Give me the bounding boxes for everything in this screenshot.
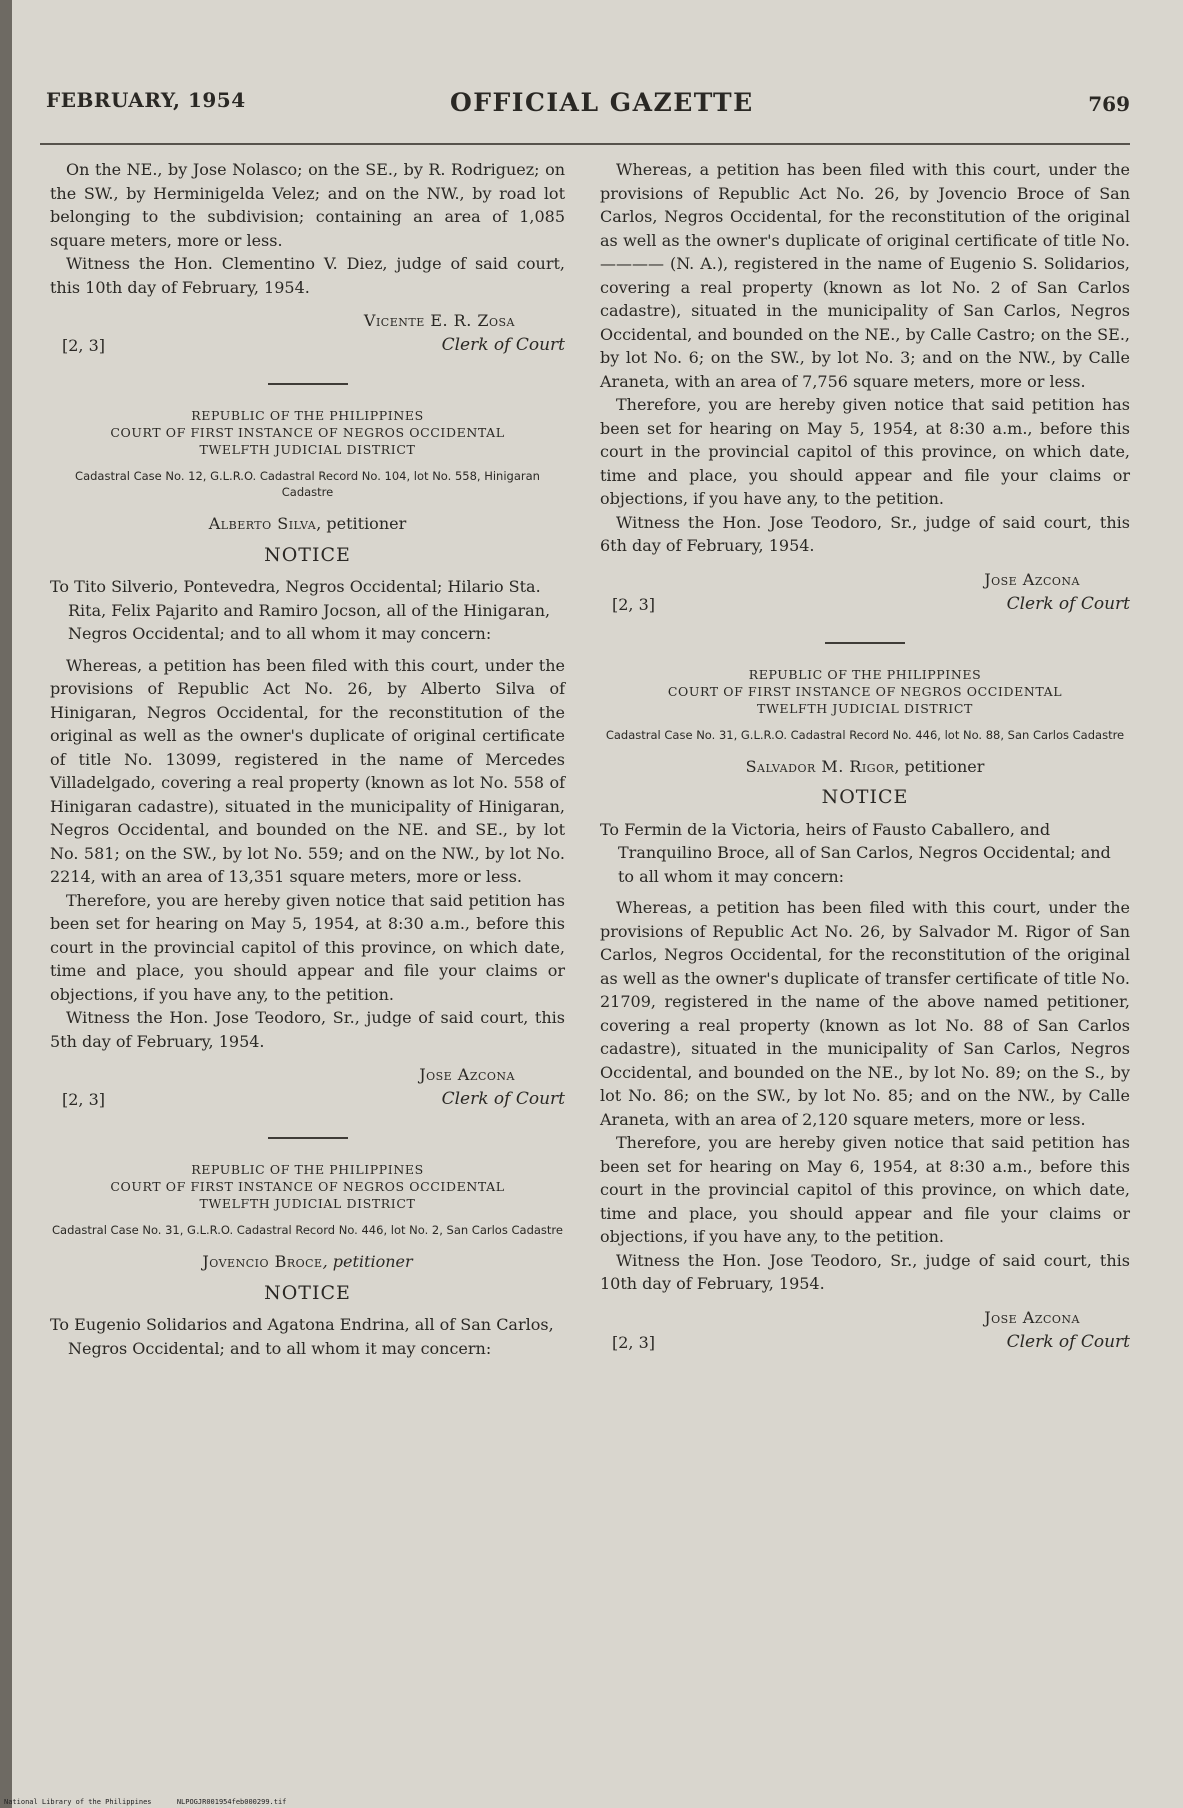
paragraph: Whereas, a petition has been filed with this court, under the provisions of Republic Act No. 26, by Alberto Silva of Hinigaran, Negros Occidental, for the reconstitution of the original as well as the owner's duplicate of original certificate of title No. 13099, registered in the name of Mercedes Villadelgado, covering a real property (known as lot No. 558 of Hinigaran cadastre), situated in the municipality of Hinigaran, Negros Occidental, and bounded on the NE. and SE., by lot No. 581; on the SW., by lot No. 559; and on the NW., by lot No. 2214, with an area of 13,351 square meters, more or less. [50, 655, 565, 886]
addressee: To Fermin de la Victoria, heirs of Fausto Caballero, and Tranquilino Broce, all of San Carlos, Negros Occidental; and to all whom it may concern: [600, 819, 1111, 886]
petitioner-name: Alberto Silva [208, 514, 317, 533]
section-divider [825, 642, 905, 644]
case-reference: Cadastral Case No. 12, G.L.R.O. Cadastral Record No. 104, lot No. 558, Hinigaran Cadastre [75, 469, 540, 499]
court-line: REPUBLIC OF THE PHILIPPINES [748, 666, 982, 682]
issue-reference: [2, 3] [612, 1332, 656, 1352]
left-column [50, 158, 565, 1368]
library-credit: National Library of the Philippines [4, 1798, 152, 1806]
addressee: To Tito Silverio, Pontevedra, Negros Occidental; Hilario Sta. Rita, Felix Pajarito and Ramiro Jocson, all of the Hinigaran, Negros Occidental; and to all whom it may concern: [50, 577, 551, 643]
scan-footer [4, 1798, 286, 1806]
header-date: FEBRUARY, 1954 [46, 88, 246, 112]
issue-reference: [2, 3] [62, 1090, 106, 1109]
court-line: COURT OF FIRST INSTANCE OF NEGROS OCCIDENTAL [110, 425, 505, 440]
petitioner-name: Jovencio Broce [202, 1252, 323, 1271]
court-line: REPUBLIC OF THE PHILIPPINES [191, 1162, 424, 1177]
petitioner-line [50, 1250, 565, 1274]
case-reference: Cadastral Case No. 31, G.L.R.O. Cadastral Record No. 446, lot No. 2, San Carlos Cadastre [52, 1223, 563, 1237]
case-reference: Cadastral Case No. 31, G.L.R.O. Cadastral Record No. 446, lot No. 88, San Carlos Cadastre [605, 727, 1125, 742]
scan-binding-edge [0, 0, 12, 1808]
section-divider [268, 383, 348, 385]
paragraph: Witness the Hon. Jose Teodoro, Sr., judge of said court, this 10th day of February, 1954. [600, 1250, 1130, 1293]
section-divider [268, 1137, 348, 1139]
page-number: 769 [1088, 92, 1130, 116]
addressee: To Eugenio Solidarios and Agatona Endrina, all of San Carlos, Negros Occidental; and to all whom it may concern: [50, 1315, 554, 1358]
signatory-name: Jose Azcona [419, 1065, 515, 1084]
signatory-name: Jose Azcona [984, 1307, 1080, 1327]
court-line: REPUBLIC OF THE PHILIPPINES [191, 408, 424, 423]
signature-block [600, 1306, 1130, 1358]
paragraph: Therefore, you are hereby given notice that said petition has been set for hearing on May 6, 1954, at 8:30 a.m., before this court in the provincial capitol of this province, on which date, time and place, you should appear and file your claims or objections, if you have any, to the petition. [600, 1133, 1130, 1246]
signatory-title: Clerk of Court [441, 335, 565, 355]
signature-block [50, 1063, 565, 1115]
notice-title: NOTICE [264, 543, 351, 566]
court-heading [50, 407, 565, 458]
petitioner-suffix: , petitioner [316, 514, 407, 533]
court-line: TWELFTH JUDICIAL DISTRICT [199, 1196, 416, 1211]
petitioner-line [50, 512, 565, 536]
signatory-name: Jose Azcona [984, 569, 1080, 589]
petitioner-suffix: , petitioner [894, 756, 985, 776]
petitioner-suffix: , petitioner [322, 1252, 413, 1271]
paragraph: Therefore, you are hereby given notice that said petition has been set for hearing on May 5, 1954, at 8:30 a.m., before this court in the provincial capitol of this province, on which date, time and place, you should appear and file your claims or objections, if you have any, to the petition. [50, 890, 565, 1004]
petitioner-line [600, 755, 1130, 779]
file-id: NLPOGJR001954feb000299.tif [176, 1798, 287, 1806]
paragraph: Witness the Hon. Clementino V. Diez, judge of said court, this 10th day of February, 1954. [50, 254, 565, 297]
signatory-title: Clerk of Court [441, 1089, 565, 1109]
court-line: TWELFTH JUDICIAL DISTRICT [199, 442, 416, 457]
issue-reference: [2, 3] [612, 594, 656, 614]
court-heading [50, 1161, 565, 1212]
paragraph: Witness the Hon. Jose Teodoro, Sr., judge of said court, this 5th day of February, 1954. [50, 1008, 565, 1051]
header-rule [40, 143, 1130, 145]
court-line: COURT OF FIRST INSTANCE OF NEGROS OCCIDENTAL [667, 683, 1063, 699]
court-heading [600, 666, 1130, 717]
header-title: OFFICIAL GAZETTE [450, 88, 754, 117]
paragraph: Witness the Hon. Jose Teodoro, Sr., judge of said court, this 6th day of February, 1954. [600, 512, 1130, 555]
court-line: TWELFTH JUDICIAL DISTRICT [757, 700, 973, 716]
signatory-title: Clerk of Court [1006, 1331, 1130, 1352]
signature-block [50, 309, 565, 361]
issue-reference: [2, 3] [62, 336, 106, 355]
petitioner-name: Salvador M. Rigor [745, 756, 895, 776]
notice-title: NOTICE [264, 1281, 351, 1304]
signatory-name: Vicente E. R. Zosa [363, 311, 515, 330]
notice-title: NOTICE [821, 786, 909, 808]
paragraph: On the NE., by Jose Nolasco; on the SE., by R. Rodriguez; on the SW., by Herminigelda Velez; and on the NW., by road lot belonging to the subdivision; containing an area of 1,085 square meters, more or less. [50, 160, 565, 250]
paragraph: Whereas, a petition has been filed with this court, under the provisions of Republic Act No. 26, by Salvador M. Rigor of San Carlos, Negros Occidental, for the reconstitution of the original as well as the owner's duplicate of transfer certificate of title No. 21709, registered in the name of the above named petitioner, covering a real property (known as lot No. 88 of San Carlos cadastre), situated in the municipality of San Carlos, Negros Occidental, and bounded on the NE., by lot No. 89; on the S., by lot No. 86; on the SW., by lot No. 85; and on the NW., by Calle Araneta, with an area of 2,120 square meters, more or less. [600, 898, 1130, 1129]
signature-block [600, 568, 1130, 620]
page-header [40, 88, 1130, 128]
right-column [600, 158, 1130, 1358]
court-line: COURT OF FIRST INSTANCE OF NEGROS OCCIDENTAL [110, 1179, 505, 1194]
signatory-title: Clerk of Court [1006, 593, 1130, 614]
paragraph: Therefore, you are hereby given notice that said petition has been set for hearing on May 5, 1954, at 8:30 a.m., before this court in the provincial capitol of this province, on which date, time and place, you should appear and file your claims or objections, if you have any, to the petition. [600, 395, 1130, 508]
paragraph: Whereas, a petition has been filed with this court, under the provisions of Republic Act No. 26, by Jovencio Broce of San Carlos, Negros Occidental, for the reconstitution of the original as well as the owner's duplicate of original certificate of title No. ———— (N. A.), registered in the name of Eugenio S. Solidarios, covering a real property (known as lot No. 2 of San Carlos cadastre), situated in the municipality of San Carlos, Negros Occidental, and bounded on the NE., by Calle Castro; on the SE., by lot No. 6; on the SW., by lot No. 3; and on the NW., by Calle Araneta, with an area of 7,756 square meters, more or less. [600, 160, 1130, 391]
